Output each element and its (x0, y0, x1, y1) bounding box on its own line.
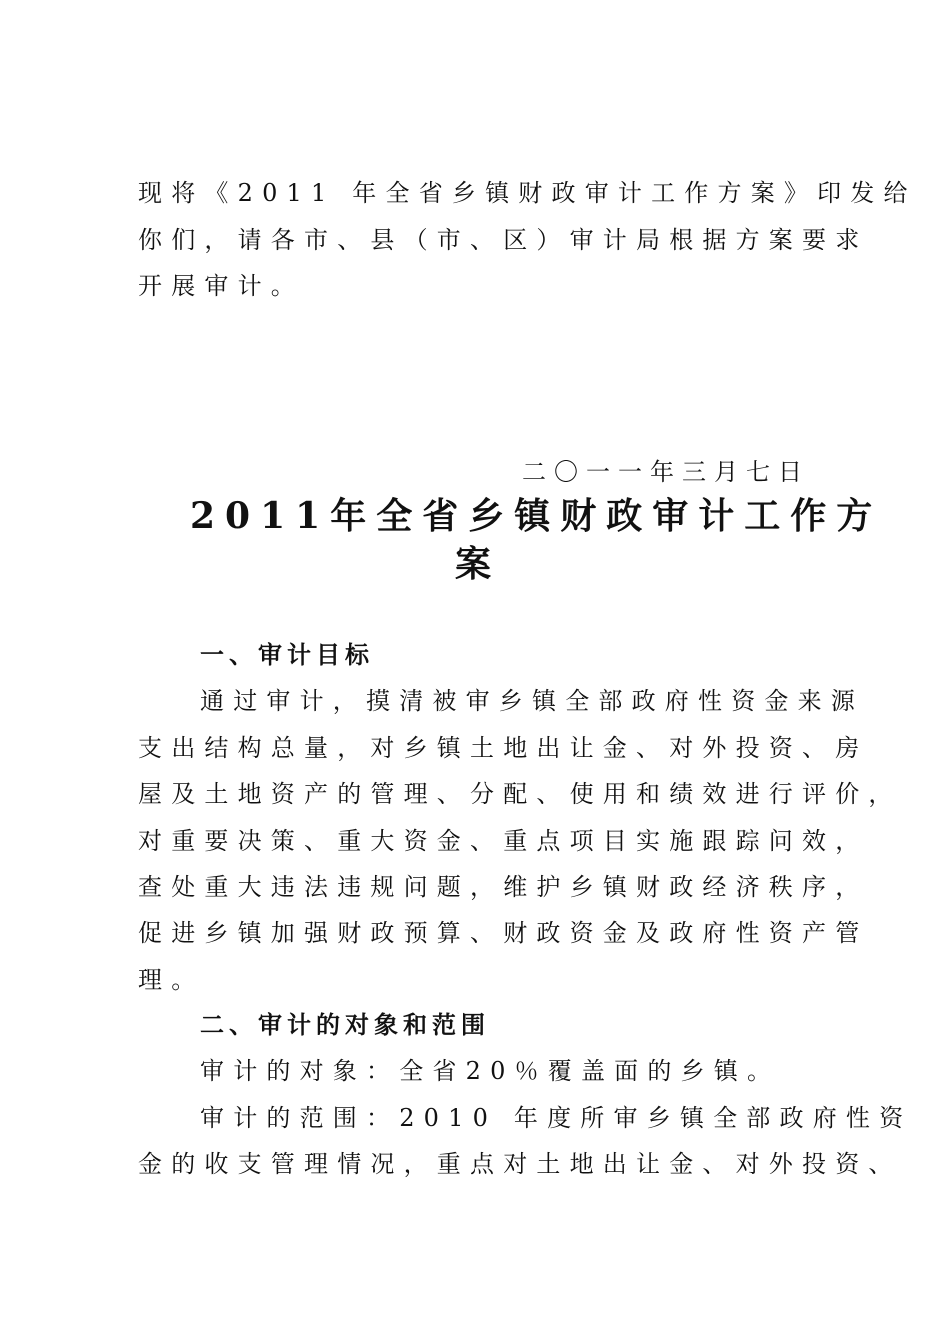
section-2-heading: 二、审计的对象和范围 (200, 1011, 490, 1039)
issue-date: 二〇一一年三月七日 (522, 458, 810, 486)
section-1-line: 理。 (138, 966, 205, 994)
section-1-line: 通过审计，摸清被审乡镇全部政府性资金来源 (200, 687, 864, 715)
document-title-continued: 案 (455, 543, 502, 585)
audit-object-line: 审计的对象：全省20％覆盖面的乡镇。 (200, 1057, 781, 1085)
intro-line-3: 开展审计。 (138, 272, 304, 300)
intro-line-2: 你们，请各市、县（市、区）审计局根据方案要求 (138, 226, 869, 254)
audit-scope-line: 审计的范围：2010 年度所审乡镇全部政府性资 (200, 1104, 913, 1132)
section-1-line: 促进乡镇加强财政预算、财政资金及政府性资产管 (138, 919, 869, 947)
document-title: 2011年全省乡镇财政审计工作方 (190, 495, 883, 537)
section-1-heading: 一、审计目标 (200, 641, 374, 669)
section-1-line: 屋及土地资产的管理、分配、使用和绩效进行评价， (138, 780, 902, 808)
section-1-line: 查处重大违法违规问题，维护乡镇财政经济秩序， (138, 873, 869, 901)
section-1-line: 支出结构总量，对乡镇土地出让金、对外投资、房 (138, 734, 869, 762)
audit-scope-line: 金的收支管理情况，重点对土地出让金、对外投资、 (138, 1150, 902, 1178)
intro-line-1: 现将《2011 年全省乡镇财政审计工作方案》印发给 (138, 179, 917, 207)
section-1-line: 对重要决策、重大资金、重点项目实施跟踪问效， (138, 827, 869, 855)
